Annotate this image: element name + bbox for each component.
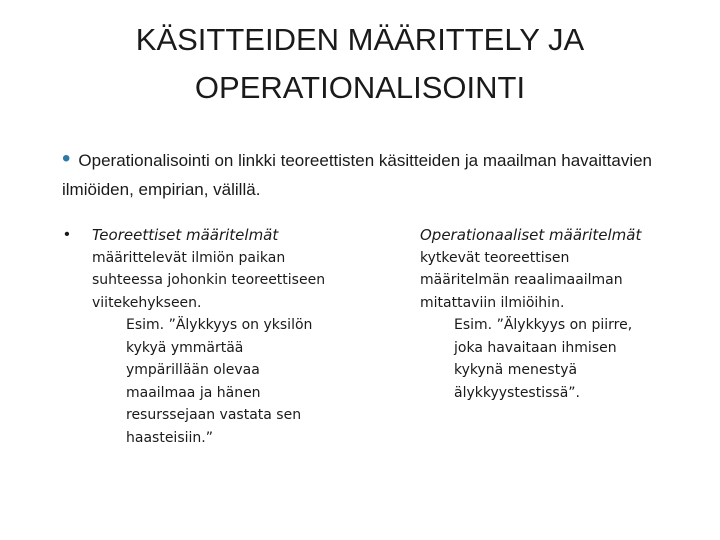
operational-definitions-heading: Operationaaliset määritelmät [420,226,642,244]
slide-title [60,16,660,112]
right-example-text: Esim. ”Älykkyys on piirre, joka havaitaan ihmisen kykynä menestyä älykkyystestissä”. [454,317,633,401]
left-heading-text: Teoreettiset määritelmät [92,226,279,244]
left-body-text: määrittelevät ilmiön paikan suhteessa johonkin teoreettiseen viitekehykseen. [92,249,326,311]
left-column [64,224,384,449]
right-body-text: kytkevät teoreettisen määritelmän reaalimaailman mitattaviin ilmiöihin. [420,249,623,311]
theoretical-definitions-heading [64,224,384,247]
intro-text: Operationalisointi on linkki teoreettisten käsitteiden ja maailman havaittavien ilmiöiden, empirian, välillä. [62,151,652,199]
bullet-icon: • [64,226,70,243]
intro-paragraph [62,146,702,204]
left-example-text: Esim. ”Älykkyys on yksilön kykyä ymmärtää ympärillään olevaa maailmaa ja hänen resurssejaan vastata sen haasteisiin.” [126,317,313,446]
bullet-icon: • [62,145,71,172]
title-line-2: OPERATIONALISOINTI [194,70,526,105]
right-column [420,224,720,404]
title-line-1: KÄSITTEIDEN MÄÄRITTELY JA [135,22,585,57]
